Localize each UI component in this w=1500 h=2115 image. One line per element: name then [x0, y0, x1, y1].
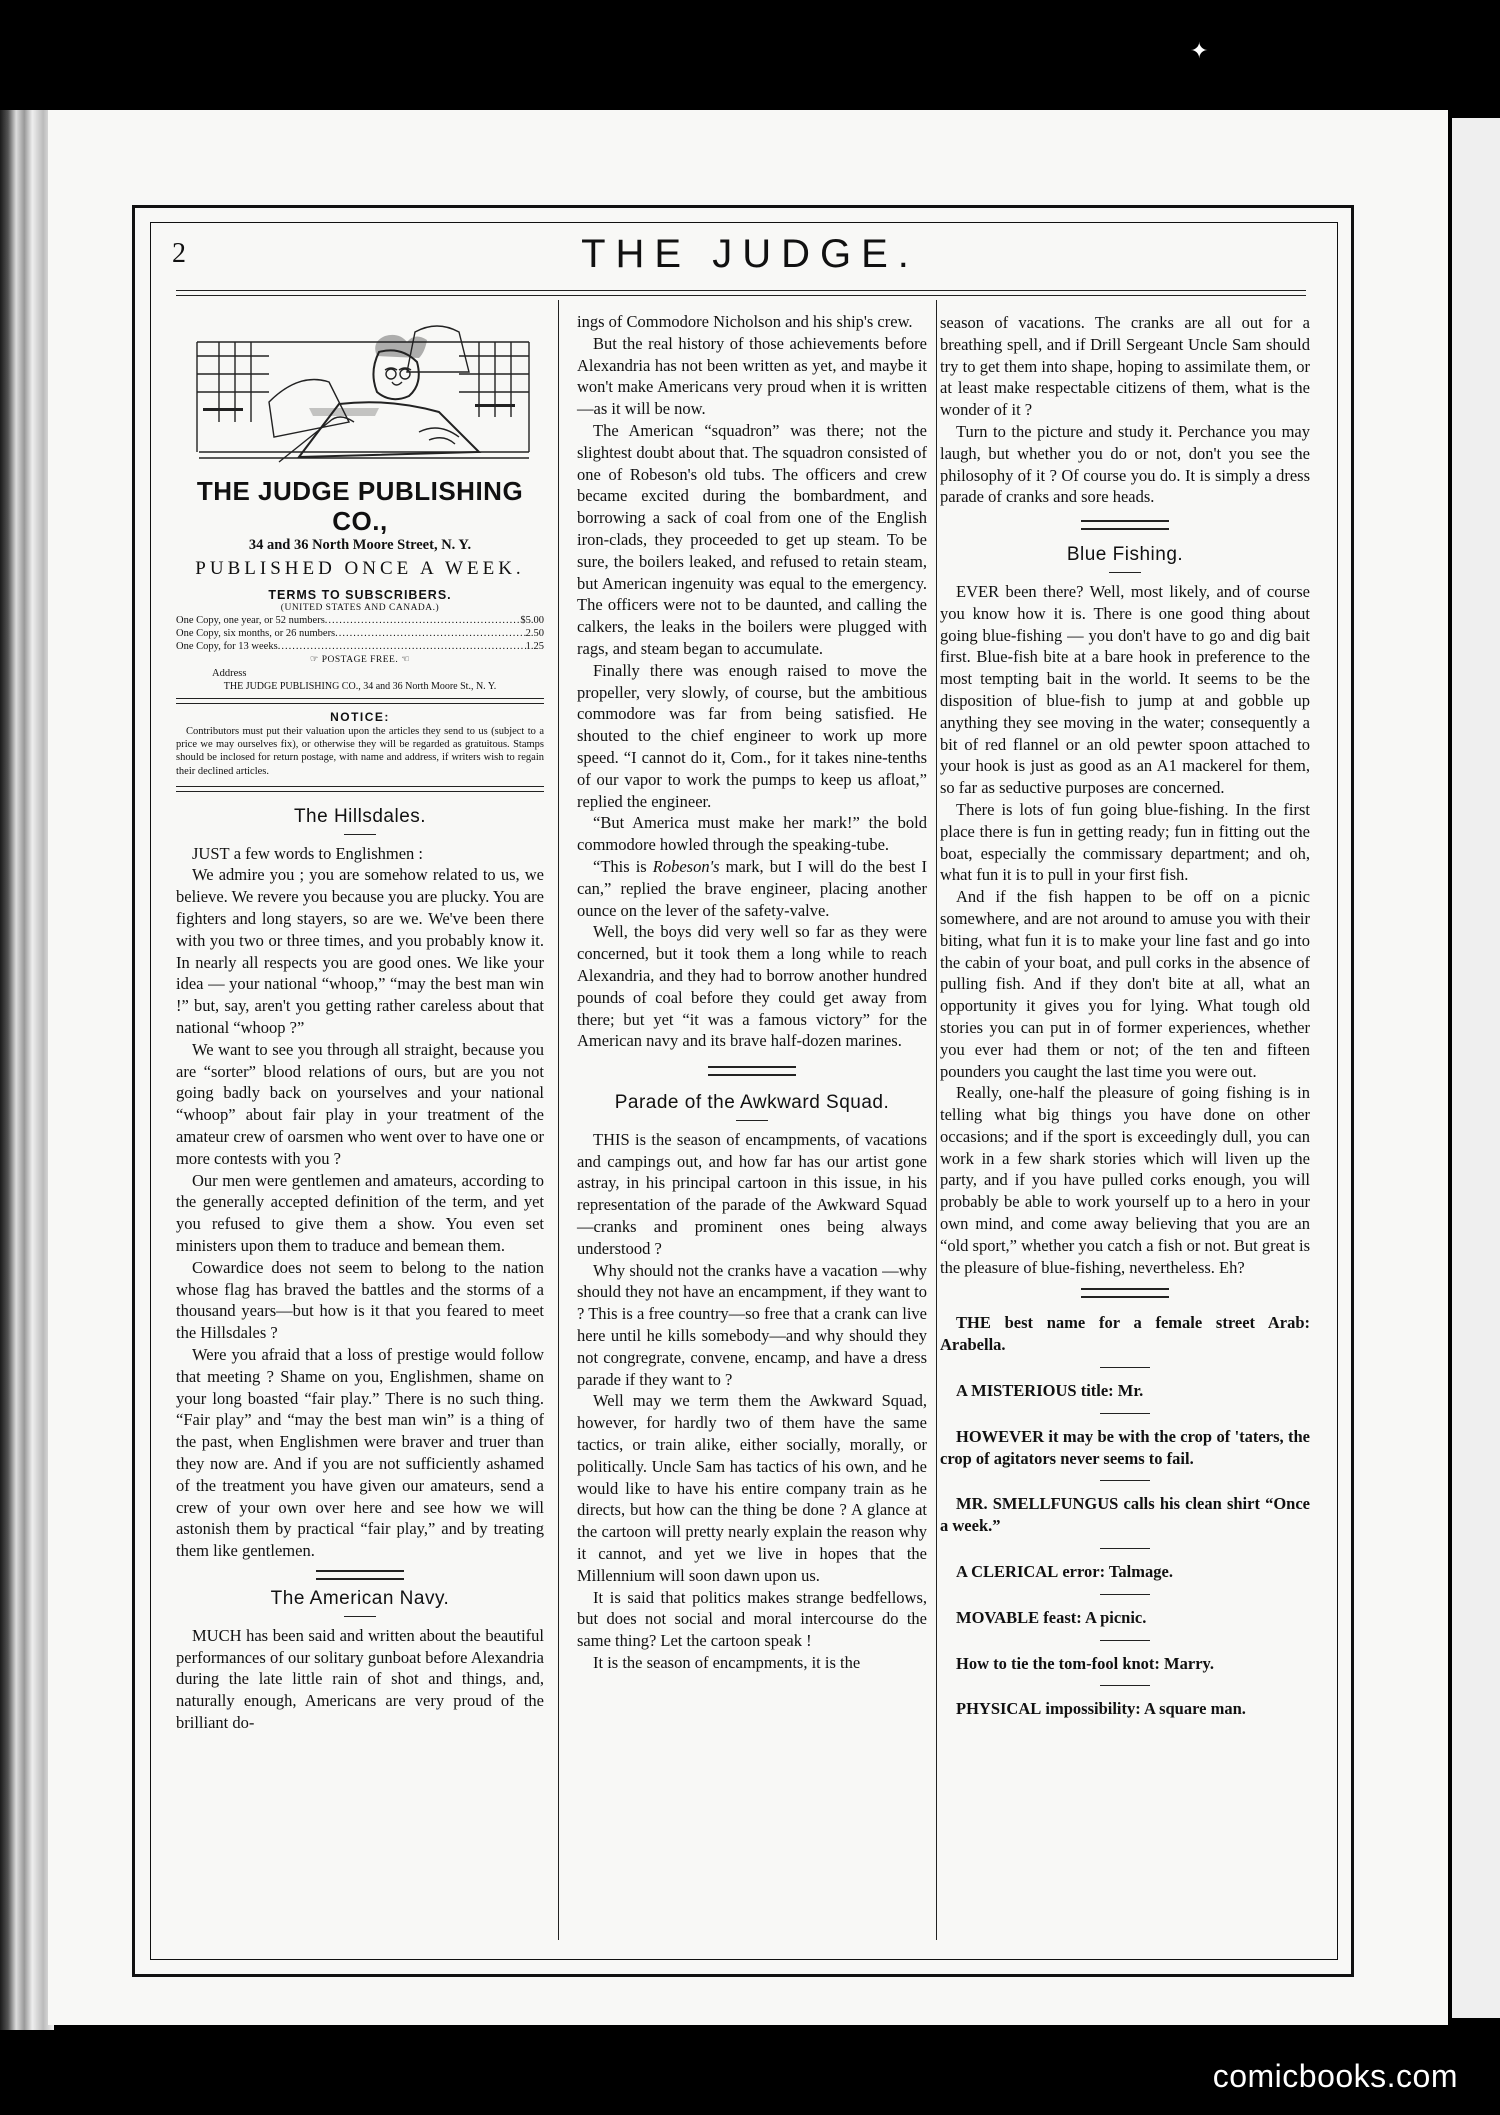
terms-row: One Copy, six months, or 26 numbers ..... 2.50 — [176, 627, 544, 640]
section-rule — [176, 786, 544, 792]
joke-separator — [1100, 1685, 1150, 1686]
postage-note: ☞ POSTAGE FREE. ☜ — [309, 655, 411, 665]
column-divider-2 — [936, 300, 937, 1940]
article-paragraph: ings of Commodore Nicholson and his ship's crew. — [577, 312, 913, 331]
next-page-edge — [1452, 118, 1500, 2018]
heading-rule — [344, 834, 376, 835]
heading-rule — [1109, 572, 1141, 573]
masthead-title: THE JUDGE. — [581, 232, 919, 276]
joke-item: HOWEVER it may be with the crop of 'taters, the crop of agitators never seems to fail. — [940, 1426, 1310, 1468]
lead-word: JUST — [192, 843, 230, 863]
article-paragraph: “This is Robeson's mark, but I will do the best I can,” replied the brave engineer, placing another ounce on the lever of the safety-valve. — [577, 856, 927, 920]
article-paragraph: But the real history of those achievements before Alexandria has not been written as yet, and maybe it won't make Americans very proud when it is written—as it will be now. — [577, 333, 927, 419]
article-paragraph: It is the season of encampments, it is the — [593, 1653, 861, 1673]
publisher-address: 34 and 36 North Moore Street, N. Y. — [248, 537, 472, 553]
article-text: a few words to Englishmen : — [229, 843, 423, 863]
masthead-rule — [176, 290, 1306, 291]
judge-illustration — [179, 312, 541, 470]
article-paragraph: Why should not the cranks have a vacation —why should they not have an encampment, if they want to ? This is a free country—so free that a crank can live here until he kills somebody—and why should they not congregrate, convene, encamp, and have a dress parade if they want to ? — [577, 1260, 927, 1389]
terms-row: One Copy, for 13 weeks ..... 1.25 — [176, 640, 544, 653]
page-number: 2 — [172, 238, 186, 269]
notice-text: Contributors must put their valuation upon the articles they send to us (subject to a price we may ourselves fix), or otherwise they will be regarded as gratuitous. Stamps should be inclosed for return postage, with name and address, if writers wish to regain their declined articles. — [176, 726, 544, 777]
article-paragraph: Really, one-half the pleasure of going fishing is in telling what big things you have done on other occasions; and if the sport is exceedingly dull, you can work in a few shark stories which will liven up the party, and if you have pulled corks enough, you will probably be able to work yourself up to a hero in your own mind, and come away believing that you are an “old sport,” whether you catch a fish or not. But great is the pleasure of blue-fishing, nevertheless. Eh? — [940, 1083, 1310, 1277]
publication-frequency: PUBLISHED ONCE A WEEK. — [195, 558, 525, 579]
joke-item: A MISTERIOUS title: Mr. — [956, 1381, 1144, 1401]
notice-rule — [176, 698, 544, 704]
article-paragraph: And if the fish happen to be off on a picnic somewhere, and are not around to amuse you with their biting, what fun it is to make your line fast and go into the cabin of your boat, and pull corks in the absence of pulling fish. And if they don't bite at all, what an opportunity it gives you for lying. What tough old stories you can put in of former experiences, whether you ever had them or not; of the ten and fifteen pounders you caught the last time you were out. — [940, 887, 1310, 1081]
joke-separator — [1100, 1480, 1150, 1481]
navy-heading: The American Navy. — [270, 1587, 450, 1609]
scan-page-edge — [0, 110, 54, 2030]
heading-rule — [344, 1616, 376, 1617]
site-watermark: comicbooks.com — [1212, 2058, 1458, 2094]
scan-mark: ✦ — [1190, 38, 1209, 63]
column-divider-1 — [558, 300, 559, 1940]
joke-separator — [1100, 1594, 1150, 1595]
article-paragraph: Finally there was enough raised to move the propeller, very slowly, of course, but the ambitious commodore was far from being satisfied. He shouted to the chief engineer to work up more speed. “I cannot do it, Com., for it takes nine-tenths of our vapor to work the pumps to keep us afloat,” replied the engineer. — [577, 660, 927, 811]
joke-item: How to tie the tom-fool knot: Marry. — [956, 1653, 1214, 1673]
article-text: been there? Well, most likely, and of course you know how it is. There is one good thing about going blue-fishing — you don't have to go and dig bait first. Blue-fish bite at a bare hook in preference to the most tempting bait in the world. It seems to be the disposition of blue-fish to jump at and gobble up anything they see moving in the water; consequently a bit of red flannel or an old pewter spoon attached to your hook is just as good as an A1 mackerel for them, so far as seductive purposes are concerned. — [940, 581, 1310, 798]
terms-heading: TERMS TO SUBSCRIBERS. — [268, 588, 452, 602]
double-rule — [316, 1570, 404, 1580]
awkward-squad-heading: Parade of the Awkward Squad. — [614, 1092, 890, 1114]
article-paragraph: Were you afraid that a loss of prestige would follow that meeting ? Shame on you, Englishmen, shame on your long boasted “fair play.” There is no such thing. “Fair play” and “may the best man win” is a thing of the past, when Englishmen were braver and truer than they now are. And if you are not sufficiently ashamed of the treatment you have given our amateurs, send a crew of your own over here and see how we will astonish them by practical “fair play,” and by treating them like gentlemen. — [176, 1344, 544, 1561]
notice-heading: NOTICE: — [330, 710, 390, 724]
double-rule — [708, 1066, 796, 1076]
joke-item: A CLERICAL error: Talmage. — [956, 1562, 1173, 1582]
heading-rule — [736, 1120, 768, 1121]
address-label: Address — [212, 668, 247, 679]
article-text: has been said and written about the beautiful performances of our solitary gunboat before Alexandria during the late little rain of shot and things, and, naturally enough, Americans are very proud of the brilliant do- — [176, 1625, 544, 1732]
joke-item: PHYSICAL impossibility: A square man. — [956, 1699, 1246, 1719]
column-1 — [176, 312, 544, 1734]
article-paragraph: Well may we term them the Awkward Squad, however, for hardly two of them have the same tactics, or train alike, either socially, morally, or politically. Uncle Sam has tactics of his own, and he would like to have his entire company train as he directs, but how can the thing be done ? A glance at the cartoon will pretty nearly explain the reason why it cannot, and yet we live in hopes that the Millennium will soon dawn upon us. — [577, 1391, 927, 1585]
lead-word: MUCH — [192, 1625, 242, 1645]
article-paragraph: Cowardice does not seem to belong to the nation whose flag has braved the battles and the storms of a thousand years—but how is it that you feared to meet the Hillsdales ? — [176, 1257, 544, 1343]
article-paragraph: “But America must make her mark!” the bold commodore howled through the speaking-tube. — [577, 813, 927, 855]
terms-row: One Copy, one year, or 52 numbers ..... $5.00 — [176, 614, 544, 627]
article-text: is the season of encampments, of vacations and campings out, and how far has our artist gone astray, in his principal cartoon in this issue, in his representation of the parade of the Awkward Squad—cranks and prominent ones being always understood ? — [577, 1129, 927, 1258]
lead-word: EVER — [956, 581, 1000, 601]
publisher-name: THE JUDGE PUBLISHING CO., — [196, 476, 524, 536]
article-paragraph: We admire you ; you are somehow related to us, we believe. We revere you because you are plucky. You are fighters and long stayers, so are we. We've been there with you two or three times, and you probably know it. In nearly all respects you are good ones. We like your idea — your national “whoop,” “may the best man win !” but, say, aren't you getting rather careless about that national “whoop ?” — [176, 865, 544, 1037]
article-paragraph: season of vacations. The cranks are all out for a breathing spell, and if Drill Sergeant Uncle Sam should try to get them into shape, hoping to assimilate them, or at least make respectable citizens of them, what is the wonder of it ? — [940, 313, 1310, 420]
joke-item: MOVABLE feast: A picnic. — [956, 1607, 1147, 1627]
terms-subheading: (UNITED STATES AND CANADA.) — [280, 603, 440, 613]
hillsdales-heading: The Hillsdales. — [293, 805, 427, 827]
article-paragraph: Our men were gentlemen and amateurs, according to the generally accepted definition of the term, and yet you refused to give them a show. You even set ministers upon them to traduce and bemean them. — [176, 1170, 544, 1255]
article-paragraph: There is lots of fun going blue-fishing. In the first place there is fun in getting ready; fun in fitting out the boat, especially the commissary department; and oh, what fun it is to pull in your first fish. — [940, 799, 1310, 885]
article-paragraph: Turn to the picture and study it. Perchance you may laugh, but whether you do or not, don't you see the philosophy of it ? Of course you do. It is simply a dress parade of cranks and sore heads. — [940, 421, 1310, 507]
lead-word: THIS — [593, 1129, 630, 1149]
blue-fishing-heading: Blue Fishing. — [1066, 544, 1184, 566]
article-paragraph: Well, the boys did very well so far as they were concerned, but it took them a long while to reach Alexandria, and they had to borrow another hundred pounds of coal before they could get away from there; but yet “it was a famous victory” for the American navy and its brave half-dozen marines. — [577, 922, 927, 1051]
article-paragraph: The American “squadron” was there; not the slightest doubt about that. The squadron consisted of one of Robeson's old tubs. The officers and crew became excited during the bombardment, and borrowing a sack of coal from one of the English iron-clads, they proceeded to get up steam. To be sure, the boilers leaked, and refused to retain steam, but American ingenuity was equal to the emergency. The officers were not to be daunted, and calling the calkers, the leaks in the boilers were plugged with rags, and steam began to accumulate. — [577, 420, 927, 658]
article-paragraph: We want to see you through all straight, because you are “sorter” blood relations of ours, but are you not going badly back on yourselves and your national “whoop” about fair play in your treatment of the amateur crew of oarsmen who went over to have one or more contests with you ? — [176, 1039, 544, 1168]
double-rule — [1081, 1288, 1169, 1298]
joke-item: THE best name for a female street Arab: Arabella. — [940, 1313, 1310, 1355]
column-2 — [577, 311, 927, 1674]
article-paragraph: It is said that politics makes strange bedfellows, but does not social and moral intercourse do the same thing? Let the cartoon speak ! — [577, 1587, 927, 1651]
address-line: THE JUDGE PUBLISHING CO., 34 and 36 North Moore St., N. Y. — [223, 681, 497, 692]
column-3 — [940, 312, 1310, 1720]
joke-separator — [1100, 1548, 1150, 1549]
double-rule — [1081, 520, 1169, 530]
joke-separator — [1100, 1367, 1150, 1368]
joke-separator — [1100, 1413, 1150, 1414]
jokes-section — [940, 1312, 1310, 1720]
masthead-rule-2 — [176, 295, 1306, 296]
joke-item: MR. SMELLFUNGUS calls his clean shirt “Once a week.” — [940, 1494, 1311, 1536]
joke-separator — [1100, 1640, 1150, 1641]
